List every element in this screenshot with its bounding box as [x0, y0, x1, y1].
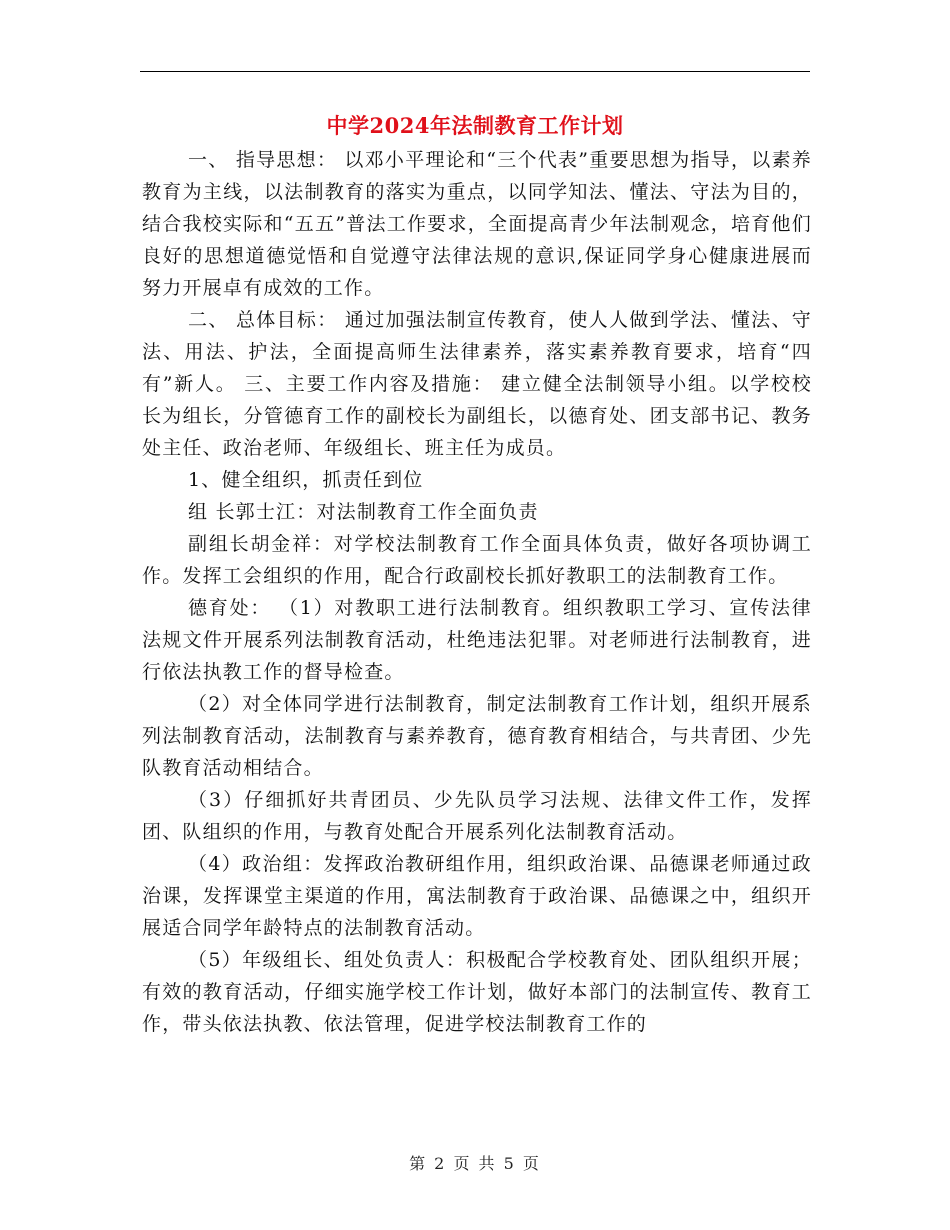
- paragraph-item-5: （5）年级组长、组处负责人：积极配合学校教育处、团队组织开展；有效的教育活动，仔细实施学校工作计划，做好本部门的法制宣传、教育工作，带头依法执教、依法管理，促进学校法制教育工作的: [142, 949, 812, 1035]
- paragraph-guiding-ideology: 一、 指导思想： 以邓小平理论和“三个代表”重要思想为指导，以素养教育为主线，以法制教育的落实为重点，以同学知法、懂法、守法为目的，结合我校实际和“五五”普法工作要求，全面提高青少年法制观念，培育他们良好的思想道德觉悟和自觉遵守法律法规的意识,保证同学身心健康进展而努力开展卓有成效的工作。: [142, 149, 812, 299]
- paragraph-deputy-leader: 副组长胡金祥：对学校法制教育工作全面具体负责，做好各项协调工作。发挥工会组织的作用，配合行政副校长抓好教职工的法制教育工作。: [142, 533, 812, 587]
- document-title: 中学2024年法制教育工作计划: [326, 113, 624, 138]
- document-body: [142, 144, 812, 1040]
- paragraph-section-heading: 1、健全组织，抓责任到位: [188, 469, 424, 491]
- paragraph-item-3: （3）仔细抓好共青团员、少先队员学习法规、法律文件工作，发挥团、队组织的作用，与教育处配合开展系列化法制教育活动。: [142, 789, 812, 843]
- paragraph-group-leader: 组 长郭士江：对法制教育工作全面负责: [188, 501, 539, 523]
- page-number-footer: 第 2 页 共 5 页: [409, 1154, 541, 1173]
- header-rule: [140, 71, 810, 72]
- paragraph-item-2: （2）对全体同学进行法制教育，制定法制教育工作计划，组织开展系列法制教育活动，法制教育与素养教育，德育教育相结合，与共青团、少先队教育活动相结合。: [142, 693, 812, 779]
- paragraph-item-4: （4）政治组：发挥政治教研组作用，组织政治课、品德课老师通过政治课，发挥课堂主渠道的作用，寓法制教育于政治课、品德课之中，组织开展适合同学年龄特点的法制教育活动。: [142, 853, 812, 939]
- paragraph-moral-office: 德育处： （1）对教职工进行法制教育。组织教职工学习、宣传法律法规文件开展系列法制教育活动，杜绝违法犯罪。对老师进行法制教育，进行依法执教工作的督导检查。: [142, 597, 812, 683]
- paragraph-overall-goals: 二、 总体目标： 通过加强法制宣传教育，使人人做到学法、懂法、守法、用法、护法，全面提高师生法律素养，落实素养教育要求，培育“四有”新人。 三、主要工作内容及措施： 建立健全法制领导小组。以学校校长为组长，分管德育工作的副校长为副组长，以德育处、团支部书记、教务处主任、政治老师、年级组长、班主任为成员。: [142, 309, 812, 459]
